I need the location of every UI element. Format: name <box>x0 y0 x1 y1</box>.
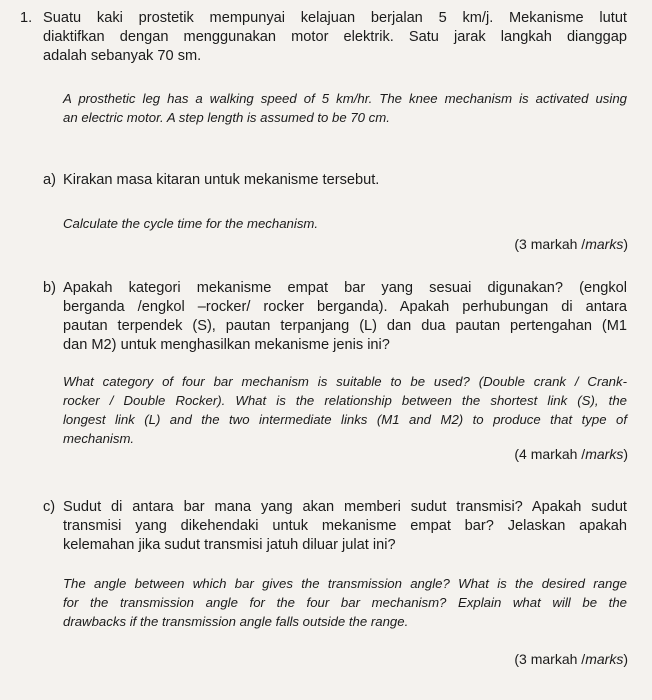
part-b-label: b) <box>43 280 56 296</box>
part-a-english-line: Calculate the cycle time for the mechanism. <box>63 216 319 231</box>
question-malay-line: adalah sebanyak 70 sm. <box>43 48 202 64</box>
part-c-malay-line: kelemahan jika sudut transmisi jatuh diluar julat ini? <box>63 537 396 553</box>
question-malay-line: diaktifkan dengan menggunakan motor elektrik. Satu jarak langkah dianggap <box>43 29 627 45</box>
part-b-malay-line: Apakah kategori mekanisme empat bar yang sesuai digunakan? (engkol <box>63 280 627 296</box>
part-c-marks: (3 markah /marks) <box>514 651 628 667</box>
part-b-english-line: longest link (L) and the two intermediate links (M1 and M2) to produce that type of <box>63 412 627 427</box>
part-b-marks: (4 markah /marks) <box>514 446 628 462</box>
part-c-english-line: drawbacks if the transmission angle falls outside the range. <box>63 614 409 629</box>
part-b-english-line: rocker / Double Rocker). What is the relationship between the shortest link (S), the <box>63 393 627 408</box>
part-c-label: c) <box>43 499 56 515</box>
part-c-english-line: The angle between which bar gives the transmission angle? What is the desired range <box>63 576 627 591</box>
part-c-malay-line: transmisi yang dikehendaki untuk mekanisme empat bar? Jelaskan apakah <box>63 518 627 534</box>
question-english-line: an electric motor. A step length is assumed to be 70 cm. <box>63 110 390 125</box>
question-malay-line: Suatu kaki prostetik mempunyai kelajuan berjalan 5 km/j. Mekanisme lutut <box>43 10 627 26</box>
part-a-marks: (3 markah /marks) <box>514 236 628 252</box>
part-b-english-line: What category of four bar mechanism is suitable to be used? (Double crank / Crank- <box>63 374 627 389</box>
part-b-malay-line: berganda /engkol –rocker/ rocker berganda). Apakah perhubungan di antara <box>63 299 627 315</box>
part-b-english-line: mechanism. <box>63 431 135 446</box>
part-a-malay-line: Kirakan masa kitaran untuk mekanisme tersebut. <box>63 172 380 188</box>
question-number: 1. <box>20 10 33 26</box>
part-a-label: a) <box>43 172 56 188</box>
part-c-malay-line: Sudut di antara bar mana yang akan memberi sudut transmisi? Apakah sudut <box>63 499 627 515</box>
part-b-malay-line: dan M2) untuk menghasilkan mekanisme jenis ini? <box>63 337 390 353</box>
part-c-english-line: for the transmission angle for the four bar mechanism? Explain what will be the <box>63 595 627 610</box>
question-english-line: A prosthetic leg has a walking speed of 5 km/hr. The knee mechanism is activated using <box>63 91 627 106</box>
part-b-malay-line: pautan terpendek (S), pautan terpanjang (L) dan dua pautan pertengahan (M1 <box>63 318 627 334</box>
